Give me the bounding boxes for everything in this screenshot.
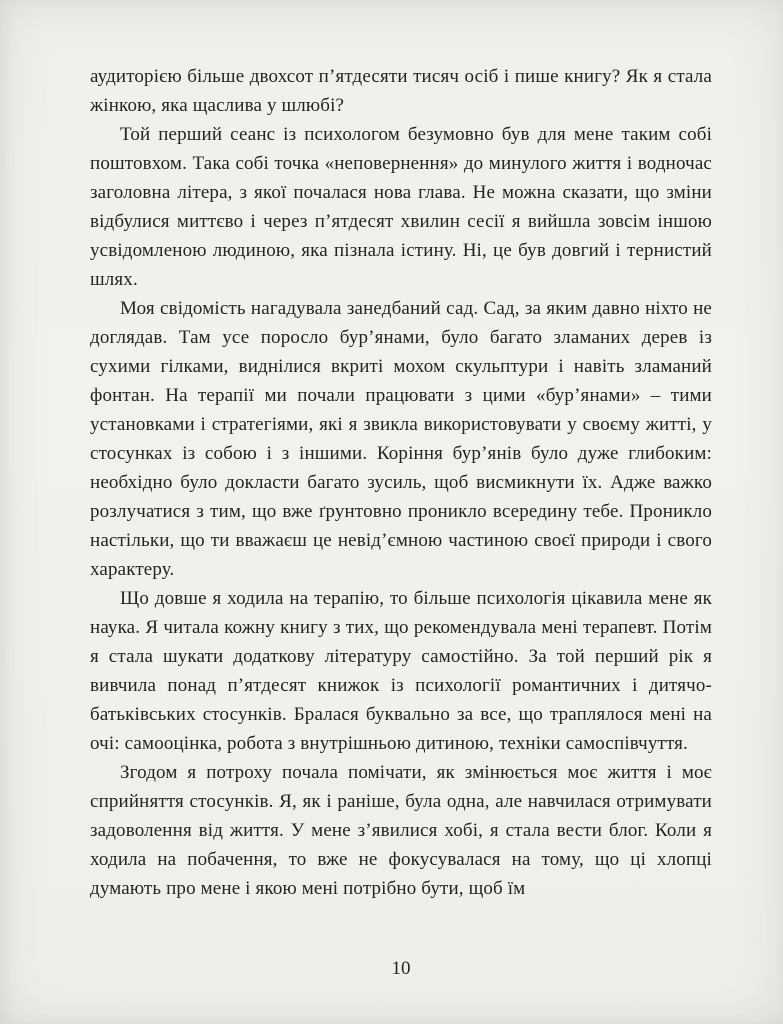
paragraph: Що довше я ходила на терапію, то більше психологія цікавила мене як наука. Я читала кожну книгу з тих, що рекомендувала мені терапевт. Потім я стала шукати додаткову літературу самостійно. За той перший рік я вивчила понад п’ятдесят книжок із психології романтичних і дитячо-батьківських стосунків. Бралася буквально за все, що траплялося мені на очі: самооцінка, робота з внутрішньою дитиною, техніки самоспівчуття. — [90, 588, 712, 754]
page-number: 10 — [391, 958, 411, 979]
paragraph: Той перший сеанс із психологом безумовно був для мене таким собі поштовхом. Така собі точка «неповернення» до минулого життя і водночас заголовна літера, з якої почалася нова глава. Не можна сказати, що зміни відбулися миттєво і через п’ятдесят хвилин сесії я вийшла зовсім іншою усвідомленою людиною, яка пізнала істину. Ні, це був довгий і тернистий шлях. — [90, 124, 712, 290]
paragraph: Згодом я потроху почала помічати, як змінюється моє життя і моє сприйняття стосунків. Я, як і раніше, була одна, але навчилася отримувати задоволення від життя. У мене з’явилися хобі, я стала вести блог. Коли я ходила на побачення, то вже не фокусувалася на тому, що ці хлопці думають про мене і якою мені потрібно бути, щоб їм — [90, 762, 712, 899]
paragraph: Моя свідомість нагадувала занедбаний сад. Сад, за яким давно ніхто не доглядав. Там усе поросло бур’янами, було багато зламаних дерев із сухими гілками, виднілися вкриті мохом скульптури і навіть зламаний фонтан. На терапії ми почали працювати з цими «бур’янами» – тими установками і стратегіями, які я звикла використовувати у своєму житті, у стосунках із собою і з іншими. Коріння бур’янів було дуже глибоким: необхідно було докласти багато зусиль, щоб висмикнути їх. Адже важко розлучатися з тим, що вже ґрунтовно проникло всередину тебе. Проникло настільки, що ти вважаєш це невід’ємною частиною своєї природи і свого характеру. — [90, 298, 712, 580]
paragraph: аудиторією більше двохсот п’ятдесяти тисяч осіб і пише книгу? Як я стала жінкою, яка щаслива у шлюбі? — [90, 66, 712, 116]
text-column — [90, 62, 712, 903]
